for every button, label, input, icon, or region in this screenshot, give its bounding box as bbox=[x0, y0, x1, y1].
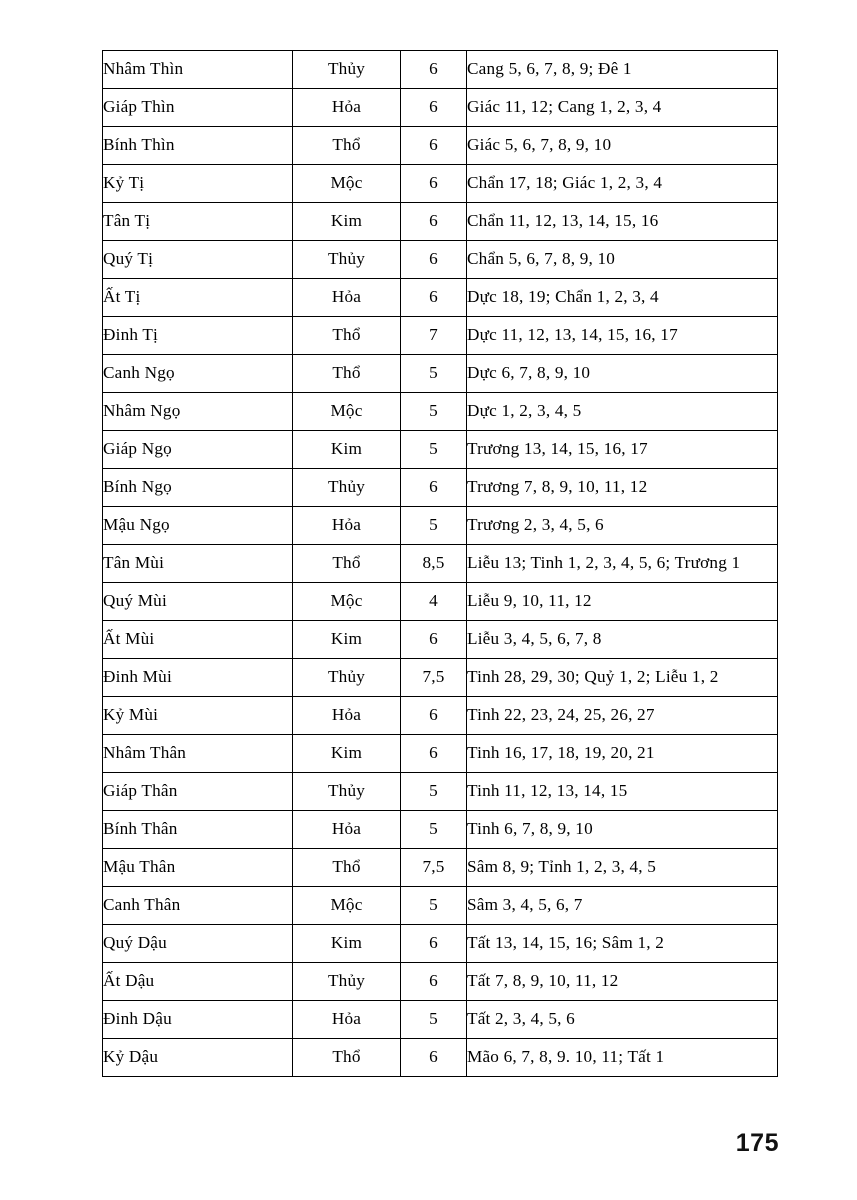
cell-number: 5 bbox=[401, 887, 467, 925]
table-row bbox=[103, 203, 778, 241]
cell-element: Kim bbox=[293, 621, 401, 659]
cell-stem-branch: Nhâm Thìn bbox=[103, 51, 293, 89]
cell-number: 4 bbox=[401, 583, 467, 621]
cell-element: Mộc bbox=[293, 393, 401, 431]
table-row bbox=[103, 849, 778, 887]
cell-number: 6 bbox=[401, 1039, 467, 1077]
cell-stem-branch: Nhâm Thân bbox=[103, 735, 293, 773]
table-row bbox=[103, 51, 778, 89]
cell-number: 6 bbox=[401, 279, 467, 317]
cell-stem-branch: Quý Dậu bbox=[103, 925, 293, 963]
table-row bbox=[103, 583, 778, 621]
cell-stem-branch: Mậu Thân bbox=[103, 849, 293, 887]
table-row bbox=[103, 241, 778, 279]
cell-element: Kim bbox=[293, 203, 401, 241]
cell-stem-branch: Quý Mùi bbox=[103, 583, 293, 621]
cell-mansions: Dực 6, 7, 8, 9, 10 bbox=[467, 355, 778, 393]
cell-number: 6 bbox=[401, 89, 467, 127]
cell-mansions: Tinh 11, 12, 13, 14, 15 bbox=[467, 773, 778, 811]
cell-element: Thủy bbox=[293, 51, 401, 89]
table-row bbox=[103, 697, 778, 735]
cell-element: Kim bbox=[293, 431, 401, 469]
cell-number: 6 bbox=[401, 925, 467, 963]
cell-stem-branch: Giáp Thìn bbox=[103, 89, 293, 127]
table-row bbox=[103, 887, 778, 925]
cell-mansions: Liễu 3, 4, 5, 6, 7, 8 bbox=[467, 621, 778, 659]
cell-stem-branch: Kỷ Mùi bbox=[103, 697, 293, 735]
table-row bbox=[103, 165, 778, 203]
table-row bbox=[103, 773, 778, 811]
cell-element: Kim bbox=[293, 925, 401, 963]
cell-number: 6 bbox=[401, 735, 467, 773]
cell-stem-branch: Giáp Thân bbox=[103, 773, 293, 811]
cell-number: 5 bbox=[401, 431, 467, 469]
cell-stem-branch: Đinh Dậu bbox=[103, 1001, 293, 1039]
cell-mansions: Dực 11, 12, 13, 14, 15, 16, 17 bbox=[467, 317, 778, 355]
cell-element: Thổ bbox=[293, 355, 401, 393]
cell-element: Thổ bbox=[293, 317, 401, 355]
table-row bbox=[103, 393, 778, 431]
table-row bbox=[103, 1001, 778, 1039]
cell-number: 7,5 bbox=[401, 849, 467, 887]
cell-stem-branch: Canh Thân bbox=[103, 887, 293, 925]
cell-number: 6 bbox=[401, 697, 467, 735]
cell-element: Hỏa bbox=[293, 89, 401, 127]
table-row bbox=[103, 317, 778, 355]
cell-element: Mộc bbox=[293, 583, 401, 621]
cell-mansions: Sâm 3, 4, 5, 6, 7 bbox=[467, 887, 778, 925]
cell-mansions: Tất 2, 3, 4, 5, 6 bbox=[467, 1001, 778, 1039]
cell-number: 5 bbox=[401, 811, 467, 849]
cell-mansions: Sâm 8, 9; Tỉnh 1, 2, 3, 4, 5 bbox=[467, 849, 778, 887]
cell-number: 6 bbox=[401, 51, 467, 89]
cell-mansions: Trương 2, 3, 4, 5, 6 bbox=[467, 507, 778, 545]
cell-stem-branch: Canh Ngọ bbox=[103, 355, 293, 393]
table-row bbox=[103, 963, 778, 1001]
table-row bbox=[103, 811, 778, 849]
cell-element: Thổ bbox=[293, 127, 401, 165]
cell-mansions: Tinh 6, 7, 8, 9, 10 bbox=[467, 811, 778, 849]
cell-number: 7 bbox=[401, 317, 467, 355]
cell-number: 5 bbox=[401, 393, 467, 431]
cell-stem-branch: Nhâm Ngọ bbox=[103, 393, 293, 431]
cell-mansions: Giác 5, 6, 7, 8, 9, 10 bbox=[467, 127, 778, 165]
cell-number: 5 bbox=[401, 773, 467, 811]
cell-element: Thủy bbox=[293, 659, 401, 697]
cell-mansions: Dực 18, 19; Chẩn 1, 2, 3, 4 bbox=[467, 279, 778, 317]
table-body bbox=[103, 51, 778, 1077]
cell-mansions: Trương 7, 8, 9, 10, 11, 12 bbox=[467, 469, 778, 507]
cell-mansions: Chẩn 5, 6, 7, 8, 9, 10 bbox=[467, 241, 778, 279]
cell-element: Thổ bbox=[293, 849, 401, 887]
cell-stem-branch: Bính Ngọ bbox=[103, 469, 293, 507]
cell-number: 6 bbox=[401, 621, 467, 659]
cell-mansions: Tinh 16, 17, 18, 19, 20, 21 bbox=[467, 735, 778, 773]
cell-mansions: Giác 11, 12; Cang 1, 2, 3, 4 bbox=[467, 89, 778, 127]
cell-mansions: Liễu 9, 10, 11, 12 bbox=[467, 583, 778, 621]
cell-element: Thủy bbox=[293, 963, 401, 1001]
cell-mansions: Chẩn 17, 18; Giác 1, 2, 3, 4 bbox=[467, 165, 778, 203]
cell-number: 6 bbox=[401, 469, 467, 507]
cell-number: 6 bbox=[401, 165, 467, 203]
cell-mansions: Tất 13, 14, 15, 16; Sâm 1, 2 bbox=[467, 925, 778, 963]
cell-number: 7,5 bbox=[401, 659, 467, 697]
cell-stem-branch: Tân Mùi bbox=[103, 545, 293, 583]
cell-stem-branch: Đinh Tị bbox=[103, 317, 293, 355]
table-row bbox=[103, 659, 778, 697]
table-row bbox=[103, 735, 778, 773]
cell-mansions: Mão 6, 7, 8, 9. 10, 11; Tất 1 bbox=[467, 1039, 778, 1077]
cell-number: 5 bbox=[401, 507, 467, 545]
table-row bbox=[103, 469, 778, 507]
page-number: 175 bbox=[735, 1129, 779, 1157]
cell-element: Thủy bbox=[293, 773, 401, 811]
cell-number: 6 bbox=[401, 203, 467, 241]
cell-stem-branch: Kỷ Tị bbox=[103, 165, 293, 203]
cell-number: 5 bbox=[401, 355, 467, 393]
cell-number: 6 bbox=[401, 127, 467, 165]
cell-number: 5 bbox=[401, 1001, 467, 1039]
cell-stem-branch: Giáp Ngọ bbox=[103, 431, 293, 469]
cell-element: Hỏa bbox=[293, 697, 401, 735]
cell-element: Kim bbox=[293, 735, 401, 773]
table-row bbox=[103, 127, 778, 165]
cell-number: 6 bbox=[401, 963, 467, 1001]
cell-stem-branch: Bính Thân bbox=[103, 811, 293, 849]
cell-mansions: Dực 1, 2, 3, 4, 5 bbox=[467, 393, 778, 431]
table-row bbox=[103, 89, 778, 127]
cell-mansions: Tất 7, 8, 9, 10, 11, 12 bbox=[467, 963, 778, 1001]
table-row bbox=[103, 545, 778, 583]
cell-stem-branch: Đinh Mùi bbox=[103, 659, 293, 697]
cell-element: Thủy bbox=[293, 241, 401, 279]
cell-mansions: Tinh 22, 23, 24, 25, 26, 27 bbox=[467, 697, 778, 735]
cell-mansions: Chẩn 11, 12, 13, 14, 15, 16 bbox=[467, 203, 778, 241]
cell-stem-branch: Quý Tị bbox=[103, 241, 293, 279]
cell-stem-branch: Kỷ Dậu bbox=[103, 1039, 293, 1077]
table-row bbox=[103, 279, 778, 317]
cell-mansions: Liễu 13; Tinh 1, 2, 3, 4, 5, 6; Trương 1 bbox=[467, 545, 778, 583]
cell-element: Hỏa bbox=[293, 279, 401, 317]
cell-element: Thổ bbox=[293, 545, 401, 583]
cell-element: Hỏa bbox=[293, 811, 401, 849]
cell-stem-branch: Bính Thìn bbox=[103, 127, 293, 165]
cell-mansions: Tinh 28, 29, 30; Quỷ 1, 2; Liễu 1, 2 bbox=[467, 659, 778, 697]
table-row bbox=[103, 925, 778, 963]
sexagenary-cycle-table bbox=[102, 50, 778, 1077]
cell-stem-branch: Mậu Ngọ bbox=[103, 507, 293, 545]
cell-element: Thủy bbox=[293, 469, 401, 507]
cell-stem-branch: Tân Tị bbox=[103, 203, 293, 241]
table-row bbox=[103, 355, 778, 393]
cell-element: Thổ bbox=[293, 1039, 401, 1077]
cell-stem-branch: Ất Tị bbox=[103, 279, 293, 317]
table-row bbox=[103, 431, 778, 469]
cell-stem-branch: Ất Dậu bbox=[103, 963, 293, 1001]
table-row bbox=[103, 507, 778, 545]
cell-mansions: Cang 5, 6, 7, 8, 9; Đê 1 bbox=[467, 51, 778, 89]
table-row bbox=[103, 1039, 778, 1077]
cell-element: Hỏa bbox=[293, 507, 401, 545]
cell-element: Hỏa bbox=[293, 1001, 401, 1039]
cell-number: 8,5 bbox=[401, 545, 467, 583]
cell-mansions: Trương 13, 14, 15, 16, 17 bbox=[467, 431, 778, 469]
cell-stem-branch: Ất Mùi bbox=[103, 621, 293, 659]
cell-element: Mộc bbox=[293, 887, 401, 925]
cell-number: 6 bbox=[401, 241, 467, 279]
table-row bbox=[103, 621, 778, 659]
cell-element: Mộc bbox=[293, 165, 401, 203]
